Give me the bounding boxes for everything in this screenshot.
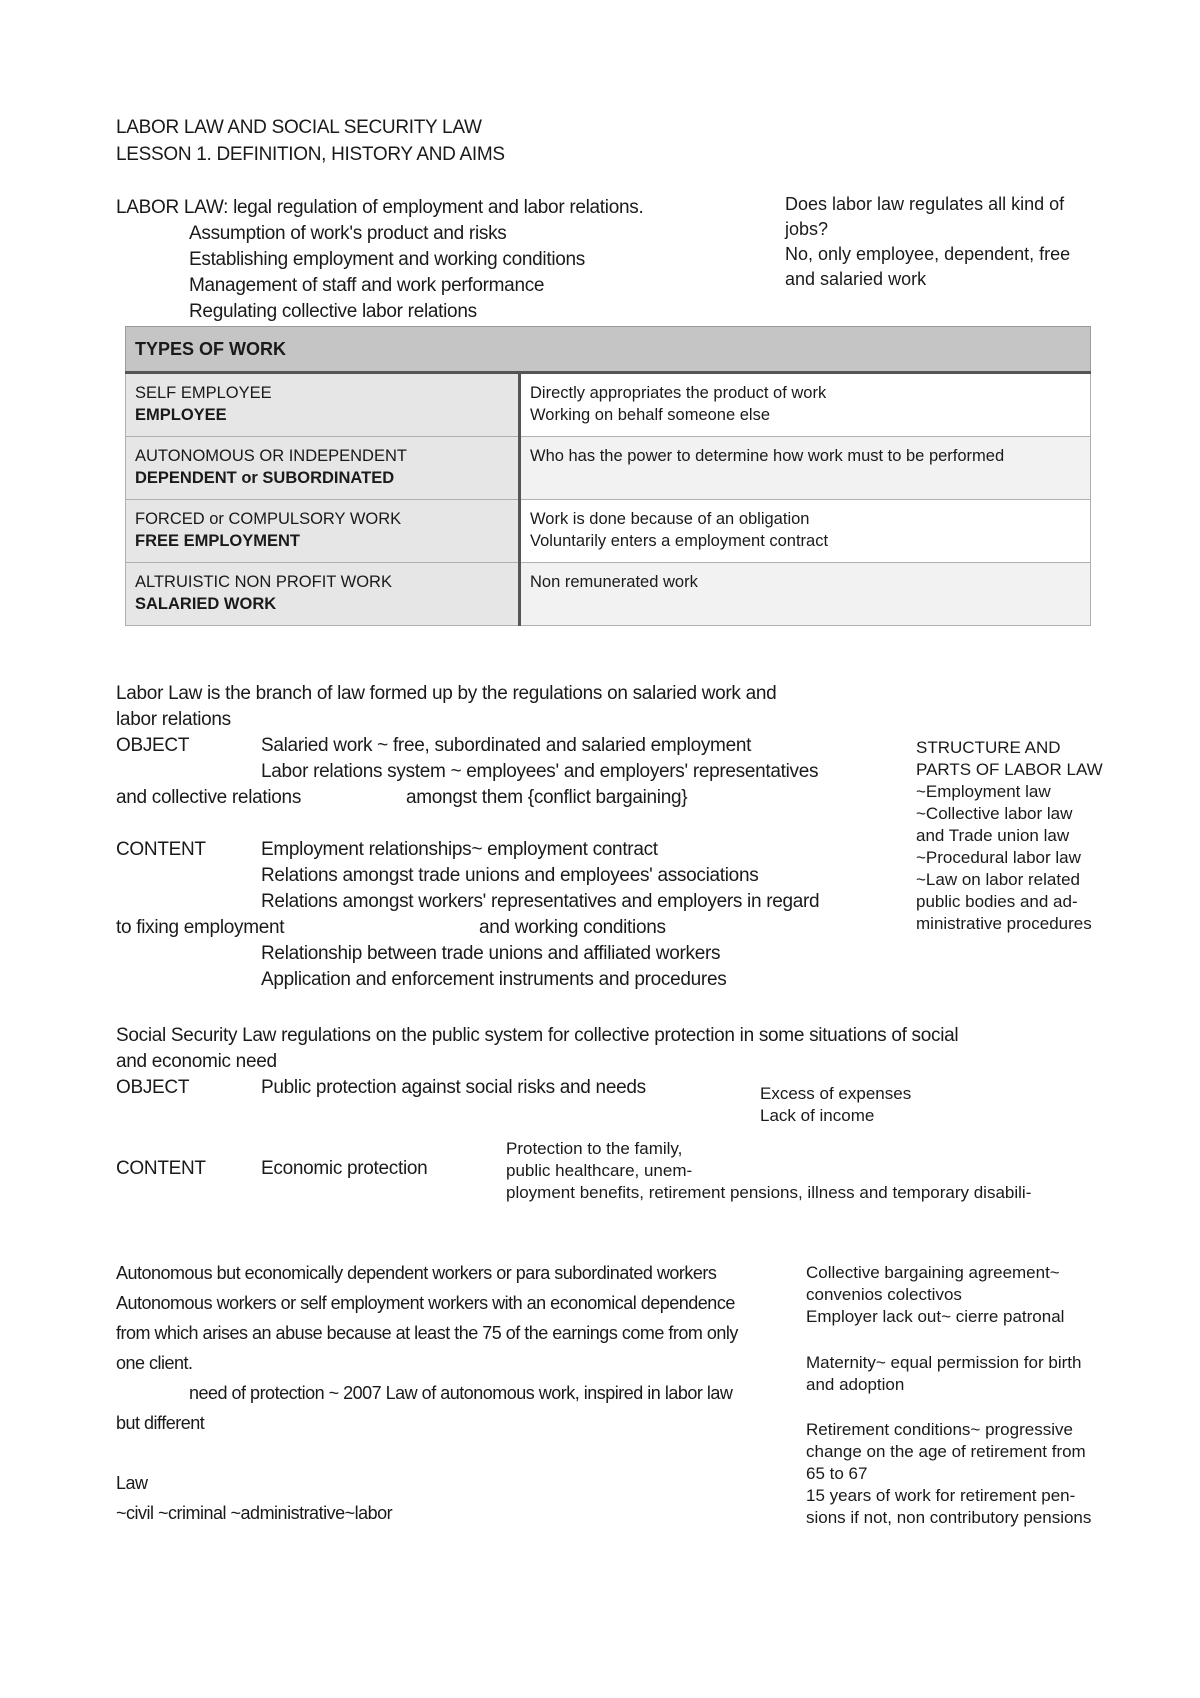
type-description: Voluntarily enters a employment contract	[530, 532, 829, 550]
object-item: Salaried work ~ free, subordinated and salaried employment	[261, 735, 752, 756]
bargaining-note	[806, 1262, 1064, 1328]
table-cell-type	[126, 437, 520, 500]
ss-object-notes	[760, 1083, 911, 1127]
structure-line: and Trade union law	[916, 826, 1070, 845]
note-line: 65 to 67	[806, 1464, 868, 1483]
object-item: amongst them {conflict bargaining}	[406, 787, 688, 808]
content-item: Application and enforcement instruments and procedures	[261, 969, 727, 990]
type-description: Working on behalf someone else	[530, 406, 771, 424]
need-of-protection: but different	[116, 1413, 205, 1433]
autonomous-line: Autonomous but economically dependent workers or para subordinated workers	[116, 1263, 717, 1283]
content-item: to fixing employment	[116, 917, 285, 938]
type-description: Non remunerated work	[530, 573, 698, 591]
structure-line: ~Collective labor law	[916, 804, 1073, 823]
autonomous-line: one client.	[116, 1353, 193, 1373]
table-header: TYPES OF WORK	[126, 327, 1091, 373]
ss-object-note: Lack of income	[760, 1106, 875, 1125]
type-name: AUTONOMOUS OR INDEPENDENT	[135, 447, 407, 465]
ss-content-notes	[506, 1138, 1031, 1204]
object-item: Labor relations system ~ employees' and employers' representatives	[261, 761, 819, 782]
object-item: and collective relations	[116, 787, 302, 808]
law-types: ~civil ~criminal ~administrative~labor	[116, 1503, 393, 1523]
autonomous-line: Autonomous workers or self employment workers with an economical dependence	[116, 1293, 735, 1313]
content-item: and working conditions	[479, 917, 666, 938]
side-question	[785, 192, 1070, 292]
table-cell-description	[520, 500, 1091, 563]
labor-law-point: Assumption of work's product and risks	[189, 223, 507, 244]
branch-definition: Labor Law is the branch of law formed up by the regulations on salaried work and	[116, 683, 777, 704]
note-line: Employer lack out~ cierre patronal	[806, 1307, 1065, 1326]
labor-law-point: Establishing employment and working conditions	[189, 249, 585, 270]
note-line: Collective bargaining agreement~	[806, 1263, 1060, 1282]
type-name-bold: EMPLOYEE	[135, 406, 227, 424]
note-line: convenios colectivos	[806, 1285, 962, 1304]
note-line: Retirement conditions~ progressive	[806, 1420, 1073, 1439]
document-title: LABOR LAW AND SOCIAL SECURITY LAW	[116, 117, 482, 138]
table-cell-type	[126, 373, 520, 437]
social-security-definition: and economic need	[116, 1051, 277, 1072]
ss-content-label: CONTENT	[116, 1158, 206, 1179]
side-answer-line: No, only employee, dependent, free	[785, 244, 1071, 264]
table-cell-description	[520, 563, 1091, 626]
type-name-bold: FREE EMPLOYMENT	[135, 532, 301, 550]
labor-law-point: Regulating collective labor relations	[189, 301, 477, 322]
social-security-definition: Social Security Law regulations on the public system for collective protection in some situations of social	[116, 1025, 959, 1046]
ss-object-note: Excess of expenses	[760, 1084, 912, 1103]
autonomous-paragraph	[116, 1258, 738, 1378]
content-item: Relationship between trade unions and affiliated workers	[261, 943, 721, 964]
type-description: Directly appropriates the product of work	[530, 384, 827, 402]
type-description: Who has the power to determine how work must to be performed	[530, 447, 1005, 465]
structure-line: ~Employment law	[916, 782, 1051, 801]
structure-line: PARTS OF LABOR LAW	[916, 760, 1103, 779]
structure-line: ~Law on labor related	[916, 870, 1080, 889]
ss-content-note: public healthcare, unem-	[506, 1161, 693, 1180]
maternity-note	[806, 1352, 1081, 1396]
note-line: Maternity~ equal permission for birth	[806, 1353, 1082, 1372]
content-item: Relations amongst trade unions and employees' associations	[261, 865, 759, 886]
table-cell-type	[126, 500, 520, 563]
note-line: sions if not, non contributory pensions	[806, 1508, 1092, 1527]
type-name-bold: DEPENDENT or SUBORDINATED	[135, 469, 395, 487]
retirement-note	[806, 1419, 1091, 1529]
table-cell-description	[520, 437, 1091, 500]
side-question-line: jobs?	[785, 219, 829, 239]
structure-line: ministrative procedures	[916, 914, 1092, 933]
table-row	[126, 373, 1091, 437]
note-line: change on the age of retirement from	[806, 1442, 1086, 1461]
branch-definition: labor relations	[116, 709, 231, 730]
labor-law-definition: LABOR LAW: legal regulation of employment and labor relations.	[116, 197, 644, 218]
ss-object-item: Public protection against social risks and needs	[261, 1077, 646, 1098]
law-label: Law	[116, 1473, 148, 1493]
need-of-protection: need of protection ~ 2007 Law of autonomous work, inspired in labor law	[189, 1383, 733, 1403]
type-name: SELF EMPLOYEE	[135, 384, 272, 402]
type-description: Work is done because of an obligation	[530, 510, 810, 528]
side-question-line: Does labor law regulates all kind of	[785, 194, 1065, 214]
types-of-work-table	[125, 326, 1091, 626]
note-line: 15 years of work for retirement pen-	[806, 1486, 1076, 1505]
note-line: and adoption	[806, 1375, 905, 1394]
structure-line: ~Procedural labor law	[916, 848, 1081, 867]
content-item: Employment relationships~ employment contract	[261, 839, 658, 860]
table-row	[126, 437, 1091, 500]
table-cell-type	[126, 563, 520, 626]
type-name: ALTRUISTIC NON PROFIT WORK	[135, 573, 392, 591]
lesson-title: LESSON 1. DEFINITION, HISTORY AND AIMS	[116, 144, 505, 165]
autonomous-line: from which arises an abuse because at least the 75 of the earnings come from only	[116, 1323, 738, 1343]
ss-object-label: OBJECT	[116, 1077, 190, 1098]
ss-content-item: Economic protection	[261, 1158, 428, 1179]
content-label: CONTENT	[116, 839, 206, 860]
content-item: Relations amongst workers' representatives and employers in regard	[261, 891, 820, 912]
object-label: OBJECT	[116, 735, 190, 756]
ss-content-note: Protection to the family,	[506, 1139, 683, 1158]
table-row	[126, 500, 1091, 563]
side-answer-line: and salaried work	[785, 269, 927, 289]
labor-law-point: Management of staff and work performance	[189, 275, 545, 296]
type-name-bold: SALARIED WORK	[135, 595, 277, 613]
type-name: FORCED or COMPULSORY WORK	[135, 510, 402, 528]
table-cell-description	[520, 373, 1091, 437]
ss-content-note: ployment benefits, retirement pensions, illness and temporary disabili-	[506, 1183, 1032, 1202]
structure-line: public bodies and ad-	[916, 892, 1078, 911]
table-row	[126, 563, 1091, 626]
structure-line: STRUCTURE AND	[916, 738, 1061, 757]
structure-note	[916, 737, 1103, 935]
